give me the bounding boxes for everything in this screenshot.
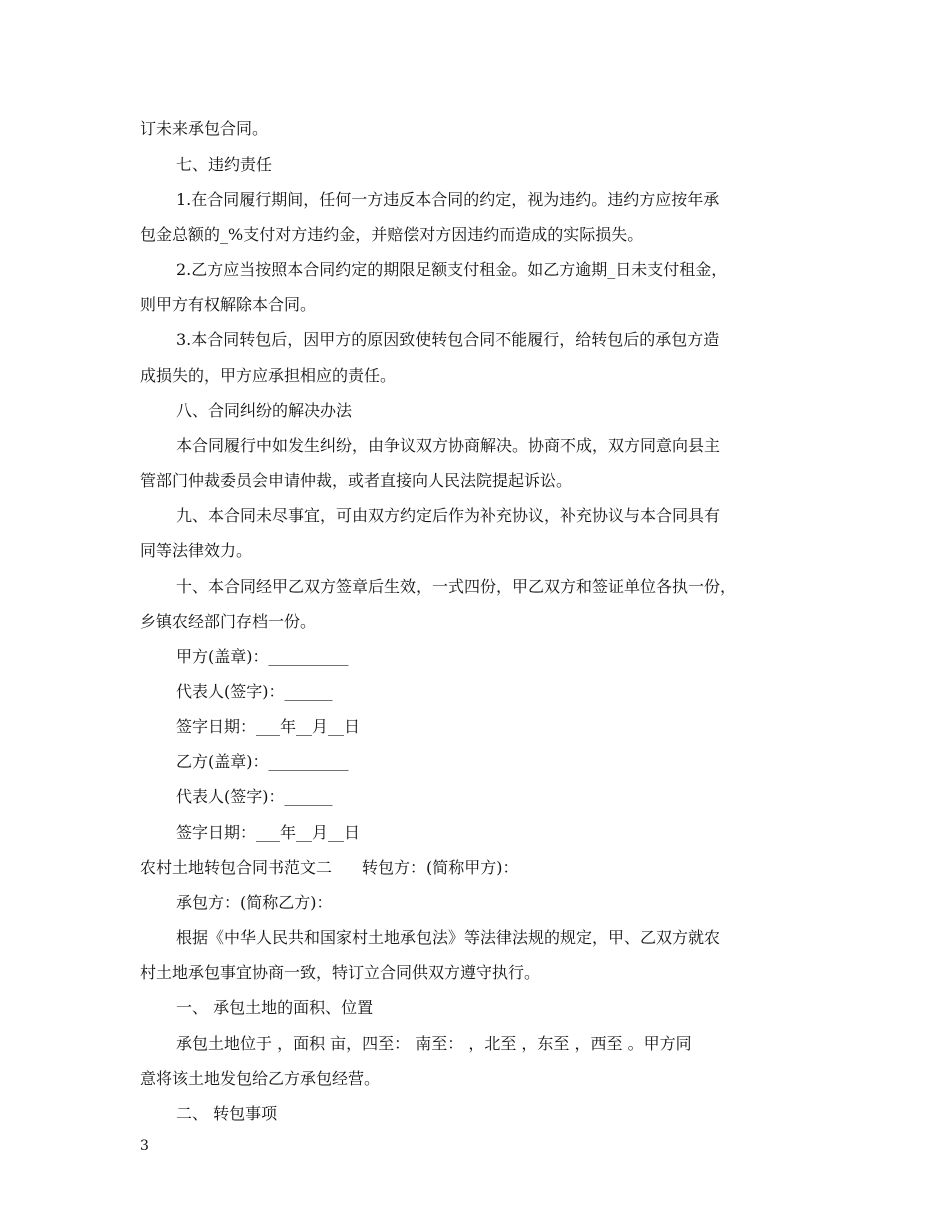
paragraph-line: 村土地承包事宜协商一致，特订立合同供双方遵守执行。: [140, 963, 541, 982]
paragraph-line: 十、本合同经甲乙双方签章后生效，一式四份，甲乙双方和签证单位各执一份，: [176, 577, 737, 596]
paragraph-line: 承包土地位于 ，面积 亩，四至： 南至： ，北至 ，东至 ，西至 。甲方同: [176, 1034, 692, 1053]
paragraph-line: 管部门仲裁委员会申请仲裁，或者直接向人民法院提起诉讼。: [140, 471, 573, 490]
signature-party-b: 乙方(盖章)：__________: [176, 752, 349, 771]
paragraph-line: 订未来承包合同。: [140, 119, 269, 138]
paragraph-line: 乡镇农经部门存档一份。: [140, 612, 317, 631]
paragraph-line: 2.乙方应当按照本合同约定的期限足额支付租金。如乙方逾期_日未支付租金，: [176, 260, 728, 279]
signature-date-b: 签字日期：___年__月__日: [176, 823, 361, 842]
paragraph-line: 根据《中华人民共和国家村土地承包法》等法律法规的规定，甲、乙双方就农: [176, 928, 721, 947]
paragraph-line: 意将该土地发包给乙方承包经营。: [140, 1069, 381, 1088]
paragraph-line: 成损失的，甲方应承担相应的责任。: [140, 366, 397, 385]
section-heading: 二、 转包事项: [176, 1104, 278, 1123]
signature-representative-b: 代表人(签字)：______: [176, 787, 333, 806]
signature-date-a: 签字日期：___年__月__日: [176, 717, 361, 736]
signature-party-a: 甲方(盖章)：__________: [176, 647, 349, 666]
party-b-label: 承包方：(简称乙方)：: [176, 893, 333, 912]
paragraph-line: 九、本合同未尽事宜，可由双方约定后作为补充协议，补充协议与本合同具有: [176, 506, 721, 525]
paragraph-line: 本合同履行中如发生纠纷，由争议双方协商解决。协商不成，双方同意向县主: [176, 436, 721, 455]
signature-representative-a: 代表人(签字)：______: [176, 682, 333, 701]
paragraph-line: 同等法律效力。: [140, 541, 253, 560]
paragraph-line: 则甲方有权解除本合同。: [140, 295, 317, 314]
paragraph-line: 1.在合同履行期间，任何一方违反本合同的约定，视为违约。违约方应按年承: [176, 190, 720, 209]
paragraph-line: 包金总额的_%支付对方违约金，并赔偿对方因违约而造成的实际损失。: [140, 225, 644, 244]
section-heading: 七、违约责任: [176, 155, 273, 174]
page-number: 3: [140, 1138, 149, 1154]
section-heading: 八、合同纠纷的解决办法: [176, 401, 353, 420]
party-a-label: 转包方：(简称甲方)：: [362, 858, 519, 877]
paragraph-line: 3.本合同转包后，因甲方的原因致使转包合同不能履行，给转包后的承包方造: [176, 330, 720, 349]
section-heading: 一、 承包土地的面积、位置: [176, 998, 374, 1017]
document-title: 农村土地转包合同书范文二: [140, 858, 333, 877]
document-title-line: [140, 858, 840, 878]
